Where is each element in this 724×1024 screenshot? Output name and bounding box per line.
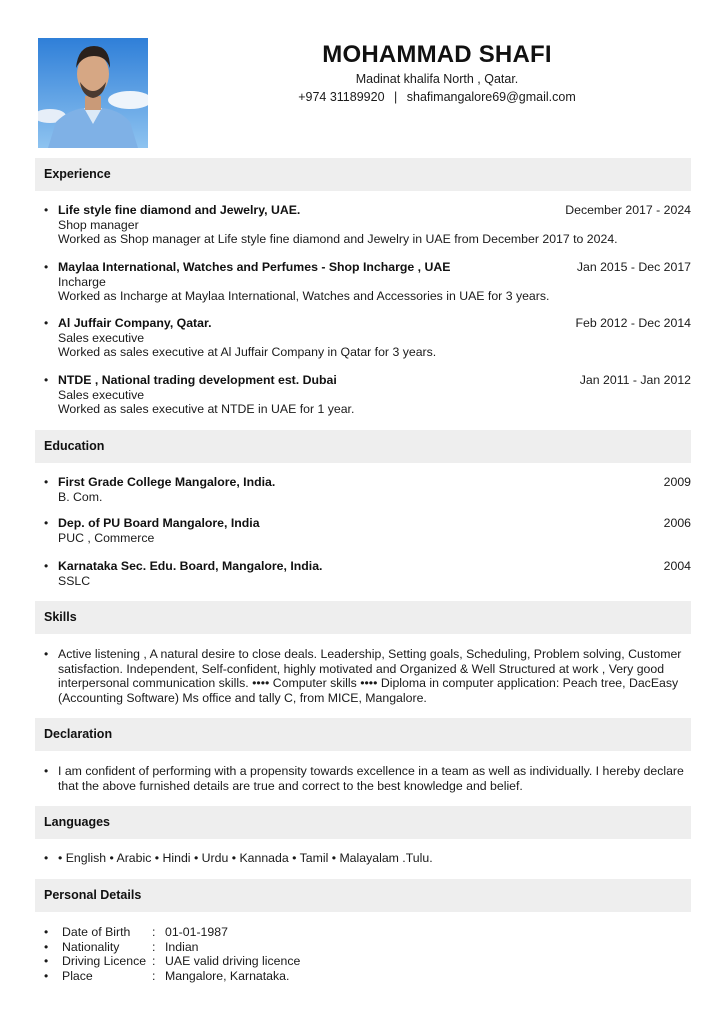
bullet	[44, 373, 58, 388]
year: 2006	[663, 516, 691, 530]
declaration-item	[44, 764, 684, 793]
education-item	[44, 559, 691, 588]
email: shafimangalore69@gmail.com	[406, 90, 576, 104]
bullet	[44, 969, 58, 984]
detail-colon: :	[152, 954, 156, 969]
bullet	[44, 475, 58, 490]
declaration-text: I am confident of performing with a propensity towards excellence in a team as well as individually. I hereby declare that the above furnished details are true and correct to the best knowledge and belief.	[58, 764, 684, 793]
skills-item	[44, 647, 684, 705]
languages-title: Languages	[44, 815, 110, 829]
personal-detail-row	[44, 954, 691, 969]
detail-label: Nationality	[62, 939, 120, 954]
dates: Jan 2011 - Jan 2012	[579, 373, 691, 387]
company: NTDE , National trading development est. Dubai	[58, 373, 337, 387]
company: Maylaa International, Watches and Perfumes - Shop Incharge , UAE	[58, 260, 451, 274]
personal-detail-row	[44, 925, 691, 940]
experience-title: Experience	[44, 167, 111, 181]
detail-colon: :	[152, 939, 156, 954]
personal-detail-row	[44, 940, 691, 955]
declaration-section-header	[35, 718, 691, 751]
job-description: Worked as Incharge at Maylaa International, Watches and Accessories in UAE for 3 years.	[58, 289, 550, 303]
personal-details-list	[44, 925, 691, 984]
detail-label: Driving Licence	[62, 954, 147, 969]
role: Shop manager	[58, 217, 139, 232]
skills-text: Active listening , A natural desire to close deals. Leadership, Setting goals, Scheduling, Problem solving, Customer satisfaction. Independent, Self-confident, highly motivated and Organized & Well Structured at work , Very good interpersonal communication skills. •••• Computer skills •••• Diploma in computer application: Peach tree, DacEasy (Accounting Software) Ms office and tally C, from MICE, Mangalore.	[58, 647, 682, 705]
bullet	[44, 203, 58, 218]
personal-title: Personal Details	[44, 888, 142, 902]
experience-item	[44, 260, 691, 304]
bullet	[44, 925, 58, 940]
declaration-title: Declaration	[44, 727, 113, 741]
school: First Grade College Mangalore, India.	[58, 475, 276, 489]
header	[150, 40, 724, 106]
education-section-header	[35, 430, 691, 463]
education-item	[44, 475, 691, 504]
job-description: Worked as sales executive at NTDE in UAE for 1 year.	[58, 402, 355, 416]
company: Al Juffair Company, Qatar.	[58, 316, 212, 330]
education-item	[44, 516, 691, 545]
personal-detail-row	[44, 969, 691, 984]
role: Sales executive	[58, 387, 145, 402]
address: Madinat khalifa North , Qatar.	[355, 72, 519, 86]
dates: Feb 2012 - Dec 2014	[575, 316, 691, 330]
bullet	[44, 260, 58, 275]
job-description: Worked as sales executive at Al Juffair Company in Qatar for 3 years.	[58, 345, 437, 359]
dates: Jan 2015 - Dec 2017	[576, 260, 691, 274]
detail-value: Mangalore, Karnataka.	[165, 969, 290, 984]
bullet	[44, 940, 58, 955]
degree: PUC , Commerce	[58, 530, 155, 545]
personal-section-header	[35, 879, 691, 912]
languages-item	[44, 851, 691, 866]
contact-separator: |	[394, 90, 398, 104]
degree: B. Com.	[58, 489, 103, 504]
job-description: Worked as Shop manager at Life style fine diamond and Jewelry in UAE from December 2017 to 2024.	[58, 232, 618, 246]
bullet	[44, 647, 58, 662]
year: 2004	[663, 559, 691, 573]
profile-photo-image	[38, 38, 148, 148]
contact-line	[150, 88, 724, 106]
school: Dep. of PU Board Mangalore, India	[58, 516, 260, 530]
skills-section-header	[35, 601, 691, 634]
role: Incharge	[58, 274, 106, 289]
role: Sales executive	[58, 330, 145, 345]
experience-section-header	[35, 158, 691, 191]
skills-title: Skills	[44, 610, 77, 624]
experience-item	[44, 316, 691, 360]
year: 2009	[663, 475, 691, 489]
experience-item	[44, 203, 691, 247]
dates: December 2017 - 2024	[565, 203, 691, 217]
detail-label: Date of Birth	[62, 925, 131, 939]
school: Karnataka Sec. Edu. Board, Mangalore, India.	[58, 559, 323, 573]
detail-label: Place	[62, 969, 93, 984]
detail-value: 01-01-1987	[165, 925, 228, 939]
candidate-name: MOHAMMAD SHAFI	[322, 41, 552, 68]
experience-item	[44, 373, 691, 417]
detail-value: UAE valid driving licence	[165, 954, 301, 969]
bullet	[44, 516, 58, 531]
bullet	[44, 851, 58, 866]
bullet	[44, 559, 58, 574]
detail-colon: :	[152, 925, 156, 939]
languages-section-header	[35, 806, 691, 839]
degree: SSLC	[58, 573, 91, 588]
bullet	[44, 764, 58, 779]
detail-colon: :	[152, 969, 156, 984]
bullet	[44, 316, 58, 331]
phone: +974 31189920	[298, 90, 385, 104]
bullet	[44, 954, 58, 969]
company: Life style fine diamond and Jewelry, UAE.	[58, 203, 301, 217]
education-title: Education	[44, 439, 105, 453]
languages-text: • English • Arabic • Hindi • Urdu • Kannada • Tamil • Malayalam .Tulu.	[58, 851, 433, 865]
detail-value: Indian	[165, 939, 199, 954]
profile-photo	[38, 38, 148, 148]
